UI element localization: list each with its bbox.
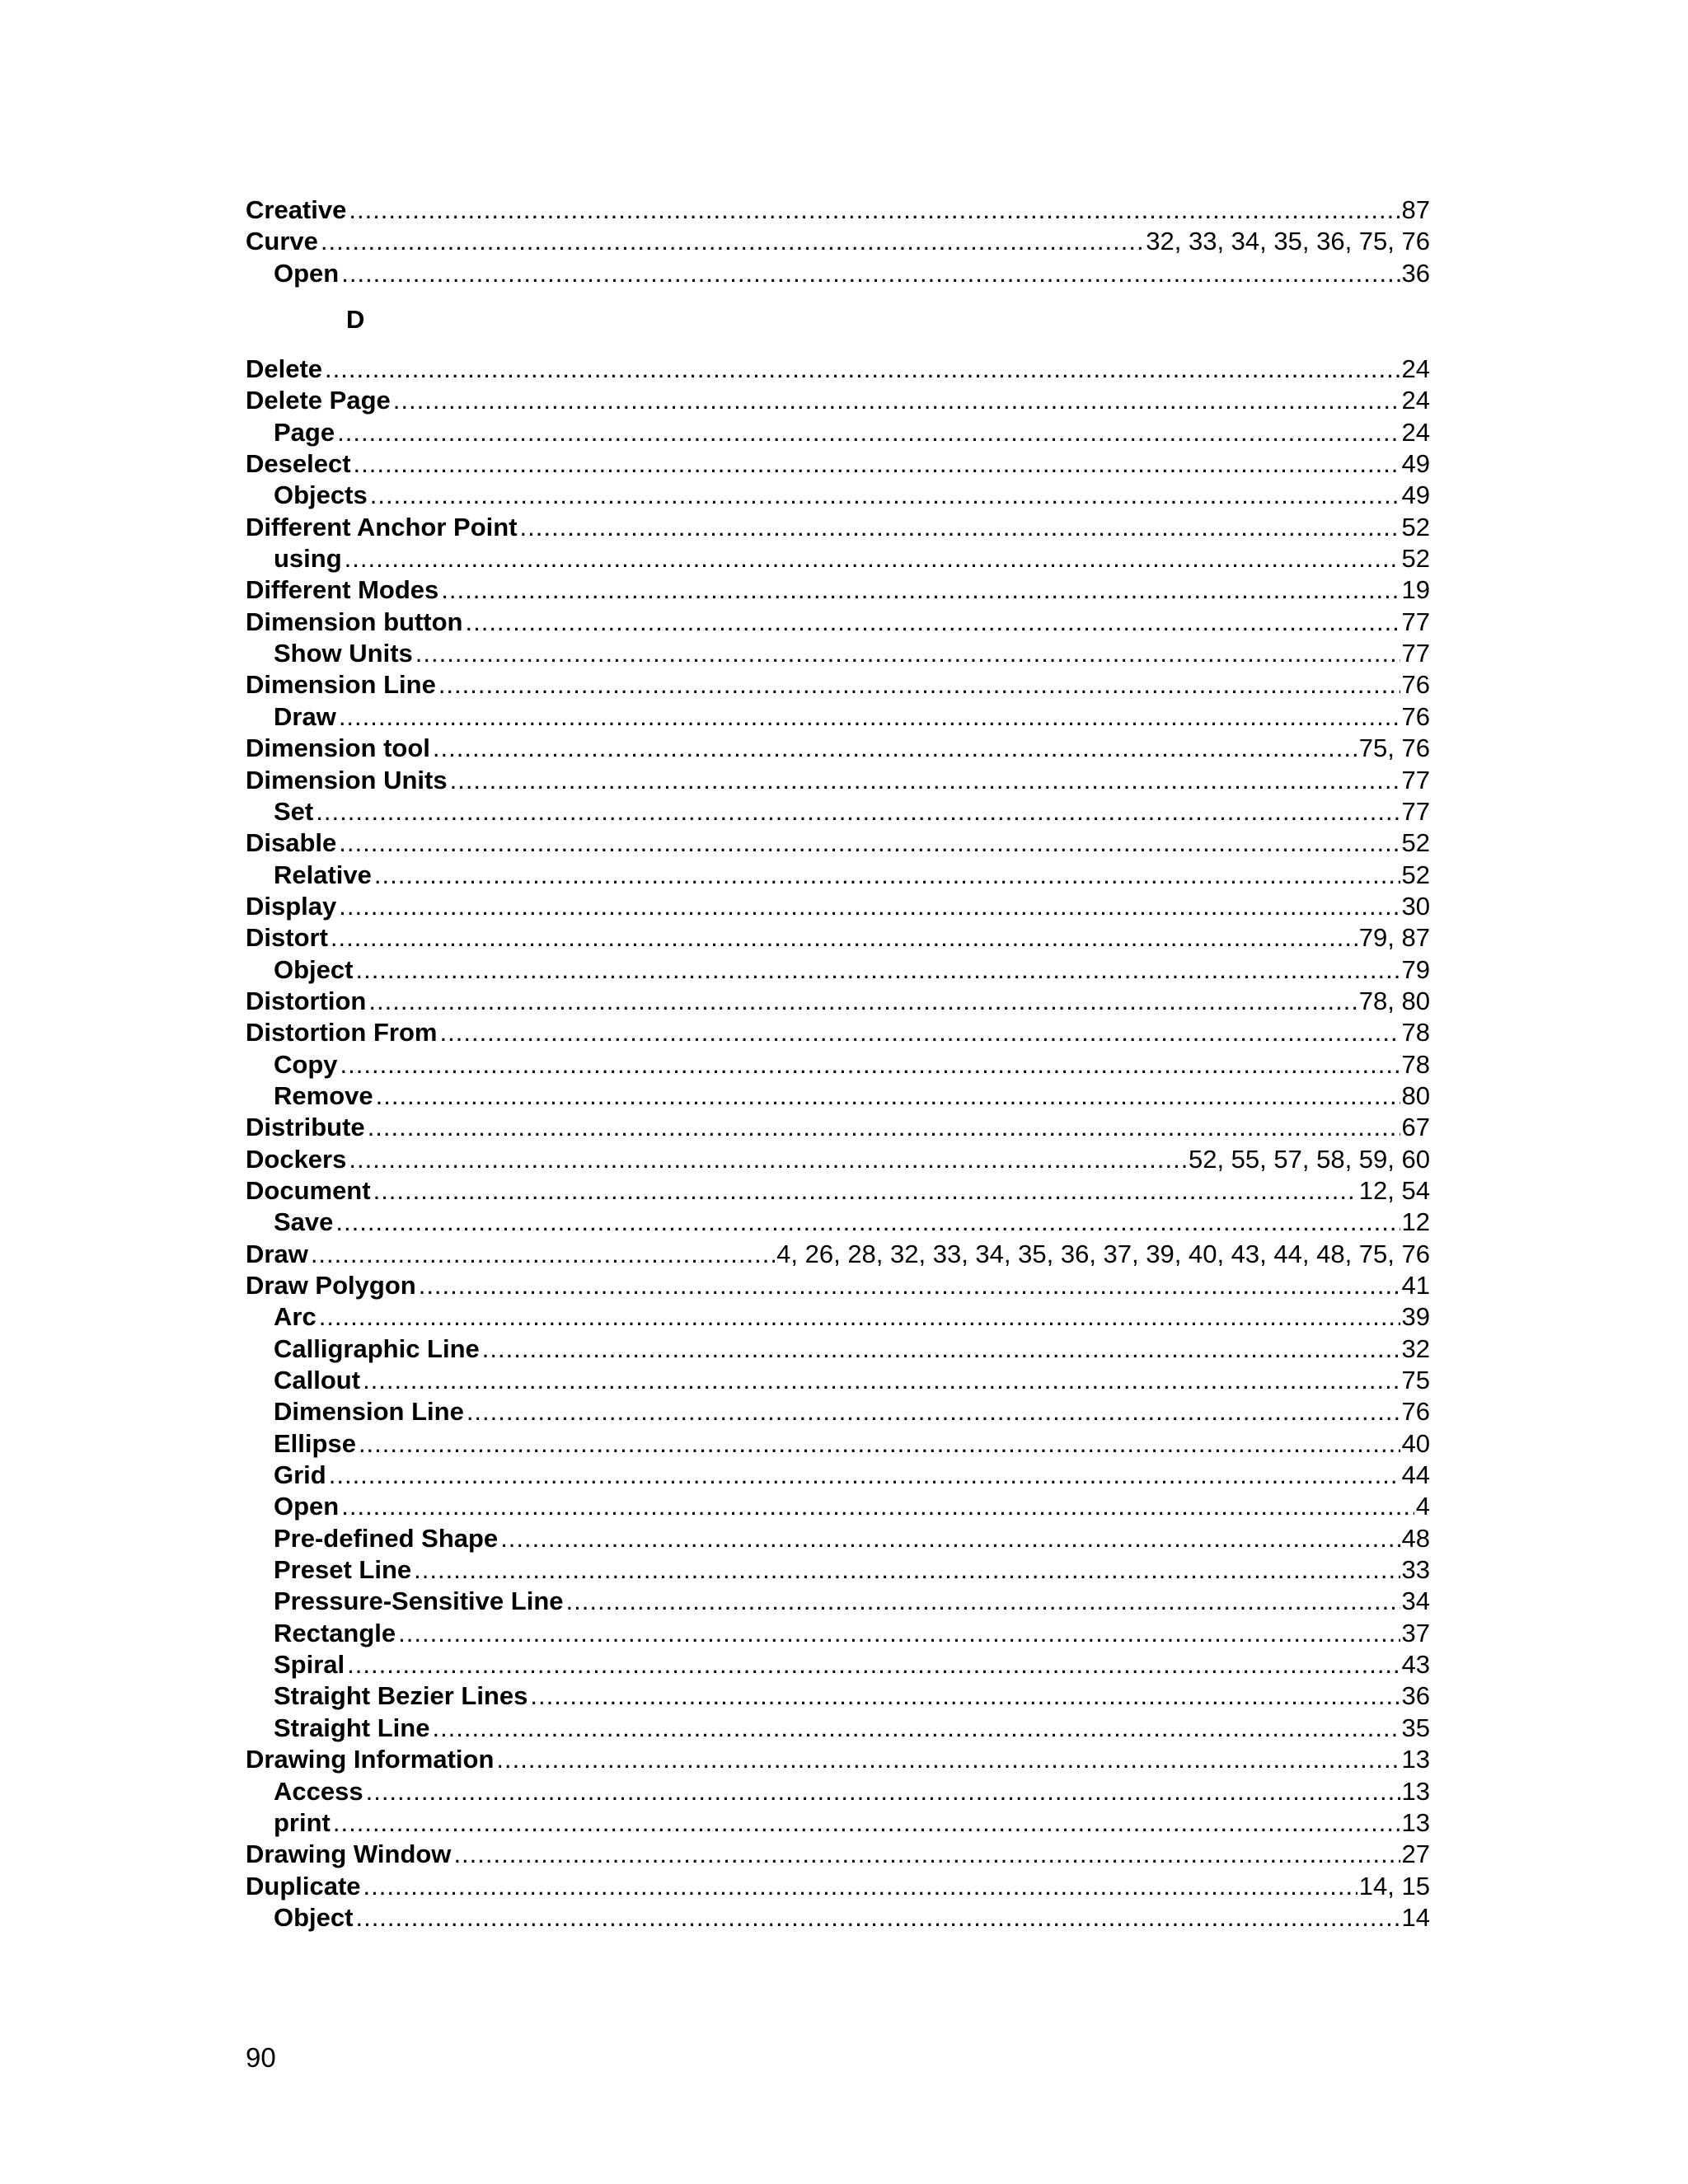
index-subentry: [246, 638, 1430, 669]
index-subentry: [246, 796, 1430, 827]
index-term: Display: [246, 891, 337, 921]
dot-leader: [340, 1049, 1400, 1080]
index-term: Delete: [246, 354, 323, 384]
index-entry: [246, 1175, 1430, 1207]
index-entry: [246, 448, 1430, 480]
dot-leader: [373, 1175, 1357, 1207]
index-pages: 12, 54: [1358, 1175, 1430, 1205]
dot-leader: [496, 1744, 1400, 1775]
index-term: Ellipse: [274, 1428, 356, 1458]
dot-leader: [398, 1618, 1400, 1649]
index-pages: 19: [1401, 575, 1430, 605]
index-entry: [246, 1839, 1430, 1870]
index-pages: 78: [1401, 1049, 1430, 1079]
dot-leader: [440, 1017, 1400, 1048]
dot-leader: [339, 827, 1400, 859]
index-term: Objects: [274, 480, 368, 510]
dot-leader: [414, 1554, 1400, 1586]
index-subentry: [246, 954, 1430, 986]
index-pages: 34: [1401, 1586, 1430, 1616]
index-pages: 36: [1401, 1681, 1430, 1711]
index-pages: 77: [1401, 765, 1430, 794]
dot-leader: [467, 1396, 1400, 1427]
index-pages: 77: [1401, 639, 1430, 668]
index-term: Dimension tool: [246, 733, 430, 763]
index-term: Relative: [274, 860, 372, 889]
dot-leader: [341, 258, 1400, 289]
index-term: Set: [274, 796, 314, 826]
index-term: Arc: [274, 1302, 316, 1332]
index-term: Distort: [246, 923, 328, 953]
index-entry: [246, 1112, 1430, 1143]
index-subentry: [246, 1680, 1430, 1712]
index-pages: 41: [1401, 1271, 1430, 1300]
index-subentry: [246, 1618, 1430, 1649]
index-pages: 77: [1401, 796, 1430, 826]
index-entry: [246, 1871, 1430, 1902]
dot-leader: [355, 1902, 1400, 1933]
dot-leader: [329, 1460, 1400, 1491]
index-entry: [246, 1744, 1430, 1775]
dot-leader: [319, 1301, 1400, 1333]
dot-leader: [419, 1270, 1400, 1301]
index-pages: 76: [1401, 670, 1430, 700]
index-entry: [246, 669, 1430, 701]
index-term: Save: [274, 1207, 334, 1237]
dot-leader: [566, 1586, 1400, 1617]
dot-leader: [339, 891, 1400, 922]
index-entry: [246, 574, 1430, 606]
dot-leader: [370, 480, 1400, 511]
index-pages: 49: [1401, 449, 1430, 479]
index-subentry: [246, 1428, 1430, 1460]
index-subentry: [246, 1554, 1430, 1586]
index-subentry: [246, 1080, 1430, 1112]
index-term: Copy: [274, 1049, 338, 1079]
index-pages: 37: [1401, 1618, 1430, 1647]
index-term: Dockers: [246, 1144, 347, 1174]
index-term: Dimension Line: [246, 670, 436, 700]
index-subentry: [246, 1649, 1430, 1680]
index-pages: 4, 26, 28, 32, 33, 34, 35, 36, 37, 39, 40, 43, 44, 48, 75, 76: [776, 1239, 1430, 1268]
dot-leader: [453, 1839, 1400, 1870]
index-entry: [246, 1144, 1430, 1175]
index-term: Object: [274, 954, 354, 984]
index-term: Dimension Units: [246, 765, 448, 794]
index-pages: 80: [1401, 1080, 1430, 1110]
dot-leader: [363, 1871, 1357, 1902]
dot-leader: [530, 1680, 1400, 1712]
dot-leader: [376, 1080, 1400, 1112]
dot-leader: [366, 1776, 1400, 1807]
index-term: Delete Page: [246, 386, 391, 415]
index-pages: 44: [1401, 1460, 1430, 1490]
dot-leader: [333, 1807, 1400, 1839]
index-entry: [246, 922, 1430, 954]
dot-leader: [500, 1523, 1400, 1554]
index-entry: [246, 226, 1430, 257]
index-pages: 35: [1401, 1713, 1430, 1742]
index-pages: 76: [1401, 1397, 1430, 1427]
index-term: Draw: [246, 1239, 308, 1268]
dot-leader: [339, 701, 1400, 733]
index-term: Show Units: [274, 639, 413, 668]
dot-leader: [450, 765, 1400, 796]
index-pages: 24: [1401, 354, 1430, 384]
dot-leader: [349, 194, 1400, 226]
index-term: Rectangle: [274, 1618, 396, 1647]
dot-leader: [368, 986, 1357, 1017]
index-entry: [246, 1270, 1430, 1301]
index-term: Pressure-Sensitive Line: [274, 1586, 564, 1616]
dot-leader: [325, 354, 1400, 385]
index-list: [246, 194, 1430, 1933]
index-subentry: [246, 1207, 1430, 1238]
dot-leader: [349, 1144, 1187, 1175]
index-term: Grid: [274, 1460, 326, 1490]
index-pages: 13: [1401, 1776, 1430, 1806]
index-term: Distortion From: [246, 1018, 438, 1047]
index-term: Object: [274, 1902, 354, 1932]
dot-leader: [465, 607, 1400, 638]
index-pages: 79: [1401, 954, 1430, 984]
index-term: Different Modes: [246, 575, 439, 605]
index-term: Remove: [274, 1080, 373, 1110]
dot-leader: [415, 638, 1400, 669]
index-subentry: [246, 1776, 1430, 1807]
index-pages: 77: [1401, 607, 1430, 636]
index-pages: 24: [1401, 417, 1430, 447]
index-pages: 78, 80: [1358, 986, 1430, 1015]
index-pages: 27: [1401, 1840, 1430, 1869]
index-entry: [246, 385, 1430, 416]
index-term: Callout: [274, 1366, 361, 1395]
index-pages: 52, 55, 57, 58, 59, 60: [1188, 1144, 1430, 1174]
index-subentry: [246, 1902, 1430, 1933]
dot-leader: [347, 1649, 1400, 1680]
dot-leader: [363, 1365, 1400, 1396]
index-entry: [246, 194, 1430, 226]
dot-leader: [359, 1428, 1400, 1460]
index-subentry: [246, 1396, 1430, 1427]
index-subentry: [246, 1523, 1430, 1554]
index-entry: [246, 765, 1430, 796]
index-pages: 52: [1401, 860, 1430, 889]
index-pages: 33: [1401, 1555, 1430, 1585]
index-pages: 52: [1401, 512, 1430, 541]
index-pages: 12: [1401, 1207, 1430, 1237]
index-subentry: [246, 480, 1430, 511]
index-term: print: [274, 1807, 331, 1837]
index-pages: 52: [1401, 828, 1430, 858]
index-term: Draw Polygon: [246, 1271, 416, 1300]
index-term: Spiral: [274, 1650, 345, 1680]
section-heading: D: [346, 305, 365, 335]
index-entry: [246, 986, 1430, 1017]
index-entry: [246, 733, 1430, 764]
index-term: Page: [274, 417, 335, 447]
index-pages: 52: [1401, 544, 1430, 574]
index-term: using: [274, 544, 342, 574]
index-pages: 43: [1401, 1650, 1430, 1680]
index-pages: 79, 87: [1358, 923, 1430, 953]
index-entry: [246, 891, 1430, 922]
index-term: Preset Line: [274, 1555, 412, 1585]
index-term: Distribute: [246, 1113, 365, 1142]
index-pages: 14, 15: [1358, 1871, 1430, 1900]
index-term: Straight Line: [274, 1713, 430, 1742]
dot-leader: [520, 512, 1400, 543]
index-pages: 76: [1401, 701, 1430, 731]
index-entry: [246, 1239, 1430, 1270]
index-pages: 48: [1401, 1523, 1430, 1553]
index-term: Access: [274, 1776, 363, 1806]
index-subentry: [246, 1049, 1430, 1080]
index-subentry: [246, 1333, 1430, 1365]
dot-leader: [433, 733, 1357, 764]
index-pages: 75, 76: [1358, 733, 1430, 763]
index-term: Open: [274, 258, 340, 288]
dot-leader: [345, 543, 1400, 574]
index-entry: [246, 512, 1430, 543]
index-term: Distortion: [246, 986, 367, 1015]
index-subentry: [246, 701, 1430, 733]
index-pages: 39: [1401, 1302, 1430, 1332]
index-term: Open: [274, 1492, 340, 1521]
index-pages: 36: [1401, 258, 1430, 288]
index-pages: 14: [1401, 1902, 1430, 1932]
index-term: Dimension Line: [274, 1397, 464, 1427]
index-term: Dimension button: [246, 607, 463, 636]
index-entry: [246, 607, 1430, 638]
index-subentry: [246, 1460, 1430, 1491]
dot-leader: [335, 1207, 1400, 1238]
index-term: Duplicate: [246, 1871, 361, 1900]
dot-leader: [341, 1491, 1414, 1522]
index-subentry: [246, 543, 1430, 574]
index-entry: [246, 1017, 1430, 1048]
index-term: Curve: [246, 227, 318, 256]
index-pages: 75: [1401, 1366, 1430, 1395]
index-pages: 49: [1401, 480, 1430, 510]
index-term: Document: [246, 1175, 371, 1205]
index-term: Disable: [246, 828, 337, 858]
index-entry: [246, 827, 1430, 859]
index-subentry: [246, 1586, 1430, 1617]
index-term: Draw: [274, 701, 336, 731]
dot-leader: [331, 922, 1357, 954]
dot-leader: [368, 1112, 1400, 1143]
index-term: Calligraphic Line: [274, 1333, 480, 1363]
index-subentry: [246, 1491, 1430, 1522]
index-term: Drawing Window: [246, 1840, 452, 1869]
index-subentry: [246, 860, 1430, 891]
index-term: Creative: [246, 195, 347, 224]
dot-leader: [321, 226, 1144, 257]
dot-leader: [355, 954, 1400, 986]
index-pages: 24: [1401, 386, 1430, 415]
index-pages: 30: [1401, 891, 1430, 921]
index-pages: 40: [1401, 1428, 1430, 1458]
index-term: Different Anchor Point: [246, 512, 518, 541]
index-subentry: [246, 1807, 1430, 1839]
index-term: Drawing Information: [246, 1745, 495, 1774]
dot-leader: [393, 385, 1400, 416]
dot-leader: [441, 574, 1400, 606]
index-subentry: [246, 1365, 1430, 1396]
index-subentry: [246, 1713, 1430, 1744]
dot-leader: [354, 448, 1400, 480]
index-subentry: [246, 417, 1430, 448]
index-term: Pre-defined Shape: [274, 1523, 499, 1553]
dot-leader: [374, 860, 1400, 891]
dot-leader: [316, 796, 1400, 827]
index-pages: 78: [1401, 1018, 1430, 1047]
index-pages: 87: [1401, 195, 1430, 224]
index-term: Deselect: [246, 449, 351, 479]
index-subentry: [246, 1301, 1430, 1333]
dot-leader: [438, 669, 1400, 701]
index-entry: [246, 354, 1430, 385]
index-pages: 67: [1401, 1113, 1430, 1142]
index-pages: 32: [1401, 1333, 1430, 1363]
index-pages: 13: [1401, 1745, 1430, 1774]
index-pages: 32, 33, 34, 35, 36, 75, 76: [1146, 227, 1430, 256]
dot-leader: [432, 1713, 1400, 1744]
index-term: Straight Bezier Lines: [274, 1681, 528, 1711]
index-pages: 4: [1415, 1492, 1430, 1521]
page-number: 90: [246, 2042, 276, 2073]
index-pages: 13: [1401, 1807, 1430, 1837]
dot-leader: [337, 417, 1400, 448]
dot-leader: [482, 1333, 1400, 1365]
index-subentry: [246, 258, 1430, 289]
dot-leader: [311, 1239, 775, 1270]
